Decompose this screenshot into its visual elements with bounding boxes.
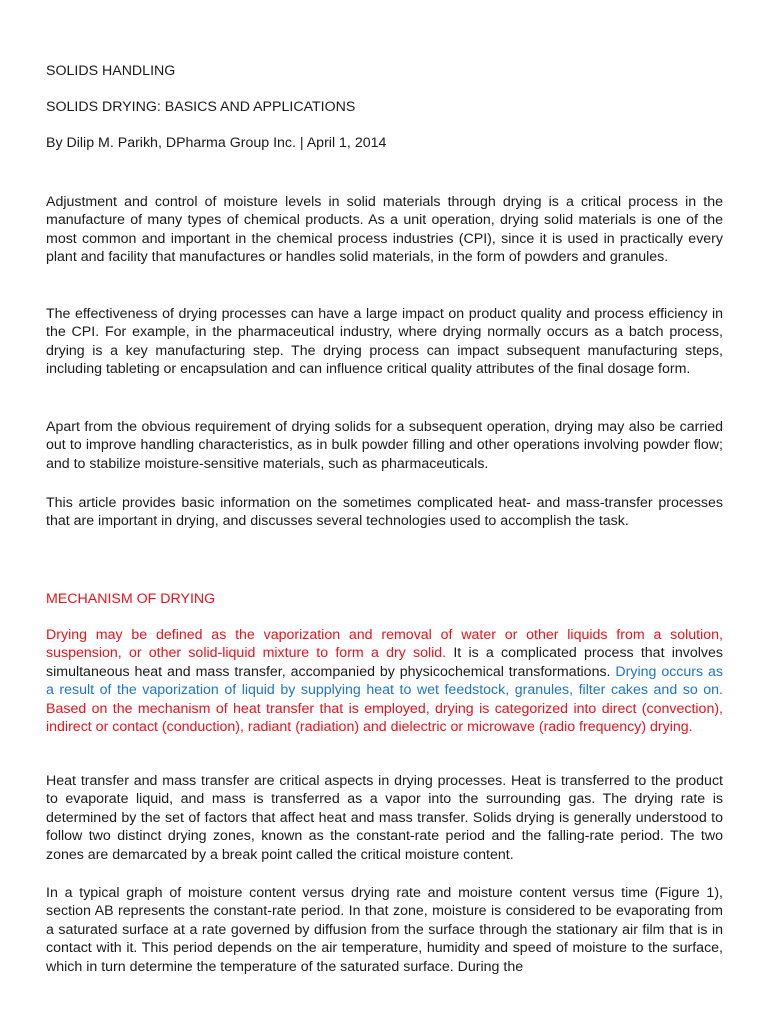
mechanism-vaporization-text: Drying occurs as a result of the vaporization of liquid by supplying heat to wet feedstock, granules, filter cakes and so on. <box>46 663 723 699</box>
mechanism-definition-text: Drying may be defined as the vaporization and removal of water or other liquids from a solution, suspension, or other solid-liquid mixture to form a dry solid. <box>46 627 723 662</box>
paragraph-intro: Adjustment and control of moisture levels in solid materials through drying is a critical process in the manufacture of many types of chemical products. As a unit operation, drying solid materials is one of the most common and important in the chemical process industries (CPI), since it is used in practically every plant and facility that manufactures or handles solid materials, in the form of powders and granules. <box>46 194 723 266</box>
paragraph-heat-mass-transfer: Heat transfer and mass transfer are critical aspects in drying processes. Heat is transferred to the product to evaporate liquid, and mass is transferred as a vapor into the surrounding gas. The drying rate is determined by the set of factors that affect heat and mass transfer. Solids drying is generally understood to follow two distinct drying zones, known as the constant-rate period and the falling-rate period. The two zones are demarcated by a break point called the critical moisture content. <box>46 773 723 863</box>
article-title: SOLIDS DRYING: BASICS AND APPLICATIONS <box>46 99 356 115</box>
paragraph-effectiveness: The effectiveness of drying processes can have a large impact on product quality and process efficiency in the CPI. For example, in the pharmaceutical industry, where drying normally occurs as a batch process, drying is a key manufacturing step. The drying process can impact subsequent manufacturing steps, including tableting or encapsulation and can influence critical quality attributes of the final dosage form. <box>46 306 723 378</box>
paragraph-overview: This article provides basic information on the sometimes complicated heat- and mass-transfer processes that are important in drying, and discusses several technologies used to accomplish the task. <box>46 495 723 530</box>
mechanism-process-text: It is a complicated process that involves simultaneous heat and mass transfer, accompanied by physicochemical transformations. <box>46 645 723 680</box>
paragraph-handling: Apart from the obvious requirement of drying solids for a subsequent operation, drying may also be carried out to improve handling characteristics, as in bulk powder filling and other operations involving powder flow; and to stabilize moisture-sensitive materials, such as pharmaceuticals. <box>46 419 723 472</box>
mechanism-heading: MECHANISM OF DRYING <box>46 591 216 607</box>
paragraph-mechanism <box>46 626 723 736</box>
section-label: SOLIDS HANDLING <box>46 63 176 79</box>
article-byline: By Dilip M. Parikh, DPharma Group Inc. | April 1, 2014 <box>46 135 387 151</box>
paragraph-typical-graph: In a typical graph of moisture content versus drying rate and moisture content versus time (Figure 1), section AB represents the constant-rate period. In that zone, moisture is considered to be evaporating from a saturated surface at a rate governed by diffusion from the surface through the stationary air film that is in contact with it. This period depends on the air temperature, humidity and speed of moisture to the surface, which in turn determine the temperature of the saturated surface. During the <box>46 885 723 975</box>
mechanism-categories-text: Based on the mechanism of heat transfer that is employed, drying is categorized into direct (convection), indirect or contact (conduction), radiant (radiation) and dielectric or microwave (radio frequency) drying. <box>46 700 723 736</box>
